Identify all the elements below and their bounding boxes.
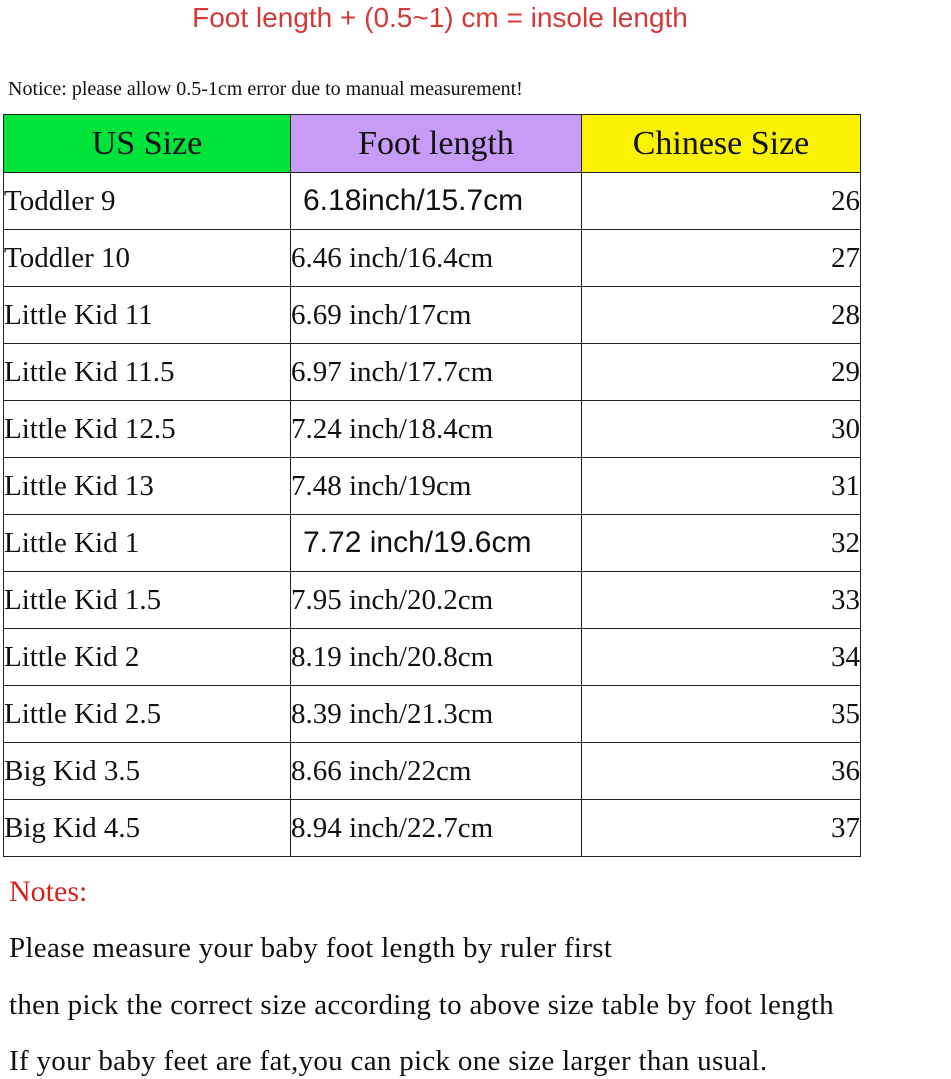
us-size-cell: Little Kid 1 [4,515,291,572]
note-line: If your baby feet are fat,you can pick one size larger than usual. [9,1045,768,1077]
foot-length-cell: 8.94 inch/22.7cm [291,800,582,857]
us-size-cell: Little Kid 13 [4,458,291,515]
us-size-cell: Toddler 9 [4,173,291,230]
foot-length-cell: 6.69 inch/17cm [291,287,582,344]
chinese-size-cell: 30 [582,401,861,458]
foot-length-cell: 8.66 inch/22cm [291,743,582,800]
table-row [4,344,861,401]
measurement-notice: Notice: please allow 0.5-1cm error due to manual measurement! [8,78,523,100]
chinese-size-cell: 28 [582,287,861,344]
foot-length-cell: 6.97 inch/17.7cm [291,344,582,401]
chinese-size-cell: 29 [582,344,861,401]
us-size-cell: Little Kid 12.5 [4,401,291,458]
table-row [4,173,861,230]
us-size-cell: Little Kid 1.5 [4,572,291,629]
foot-length-cell: 6.18inch/15.7cm [291,173,582,230]
table-row [4,629,861,686]
us-size-cell: Toddler 10 [4,230,291,287]
chinese-size-cell: 27 [582,230,861,287]
insole-formula: Foot length + (0.5~1) cm = insole length [192,2,688,33]
chinese-size-cell: 34 [582,629,861,686]
notes-title: Notes: [9,875,88,908]
chinese-size-cell: 33 [582,572,861,629]
chinese-size-cell: 36 [582,743,861,800]
chinese-size-header: Chinese Size [582,115,861,173]
us-size-cell: Little Kid 2 [4,629,291,686]
us-size-cell: Little Kid 2.5 [4,686,291,743]
foot-length-cell: 6.46 inch/16.4cm [291,230,582,287]
note-line: Please measure your baby foot length by ruler first [9,932,613,964]
us-size-header: US Size [4,115,291,173]
table-row [4,401,861,458]
foot-length-cell: 7.48 inch/19cm [291,458,582,515]
chinese-size-cell: 35 [582,686,861,743]
note-line: then pick the correct size according to above size table by foot length [9,989,834,1021]
table-row [4,230,861,287]
chinese-size-cell: 32 [582,515,861,572]
foot-length-cell: 7.72 inch/19.6cm [291,515,582,572]
chinese-size-cell: 37 [582,800,861,857]
us-size-cell: Big Kid 3.5 [4,743,291,800]
foot-length-cell: 8.19 inch/20.8cm [291,629,582,686]
size-chart-table [3,114,861,857]
chinese-size-cell: 31 [582,458,861,515]
table-row [4,515,861,572]
foot-length-cell: 7.24 inch/18.4cm [291,401,582,458]
foot-length-cell: 8.39 inch/21.3cm [291,686,582,743]
us-size-cell: Little Kid 11.5 [4,344,291,401]
table-row [4,686,861,743]
table-row [4,743,861,800]
table-row [4,287,861,344]
us-size-cell: Big Kid 4.5 [4,800,291,857]
table-row [4,572,861,629]
foot-length-header: Foot length [291,115,582,173]
foot-length-cell: 7.95 inch/20.2cm [291,572,582,629]
chinese-size-cell: 26 [582,173,861,230]
table-row [4,458,861,515]
table-header-row [4,115,861,173]
table-row [4,800,861,857]
us-size-cell: Little Kid 11 [4,287,291,344]
